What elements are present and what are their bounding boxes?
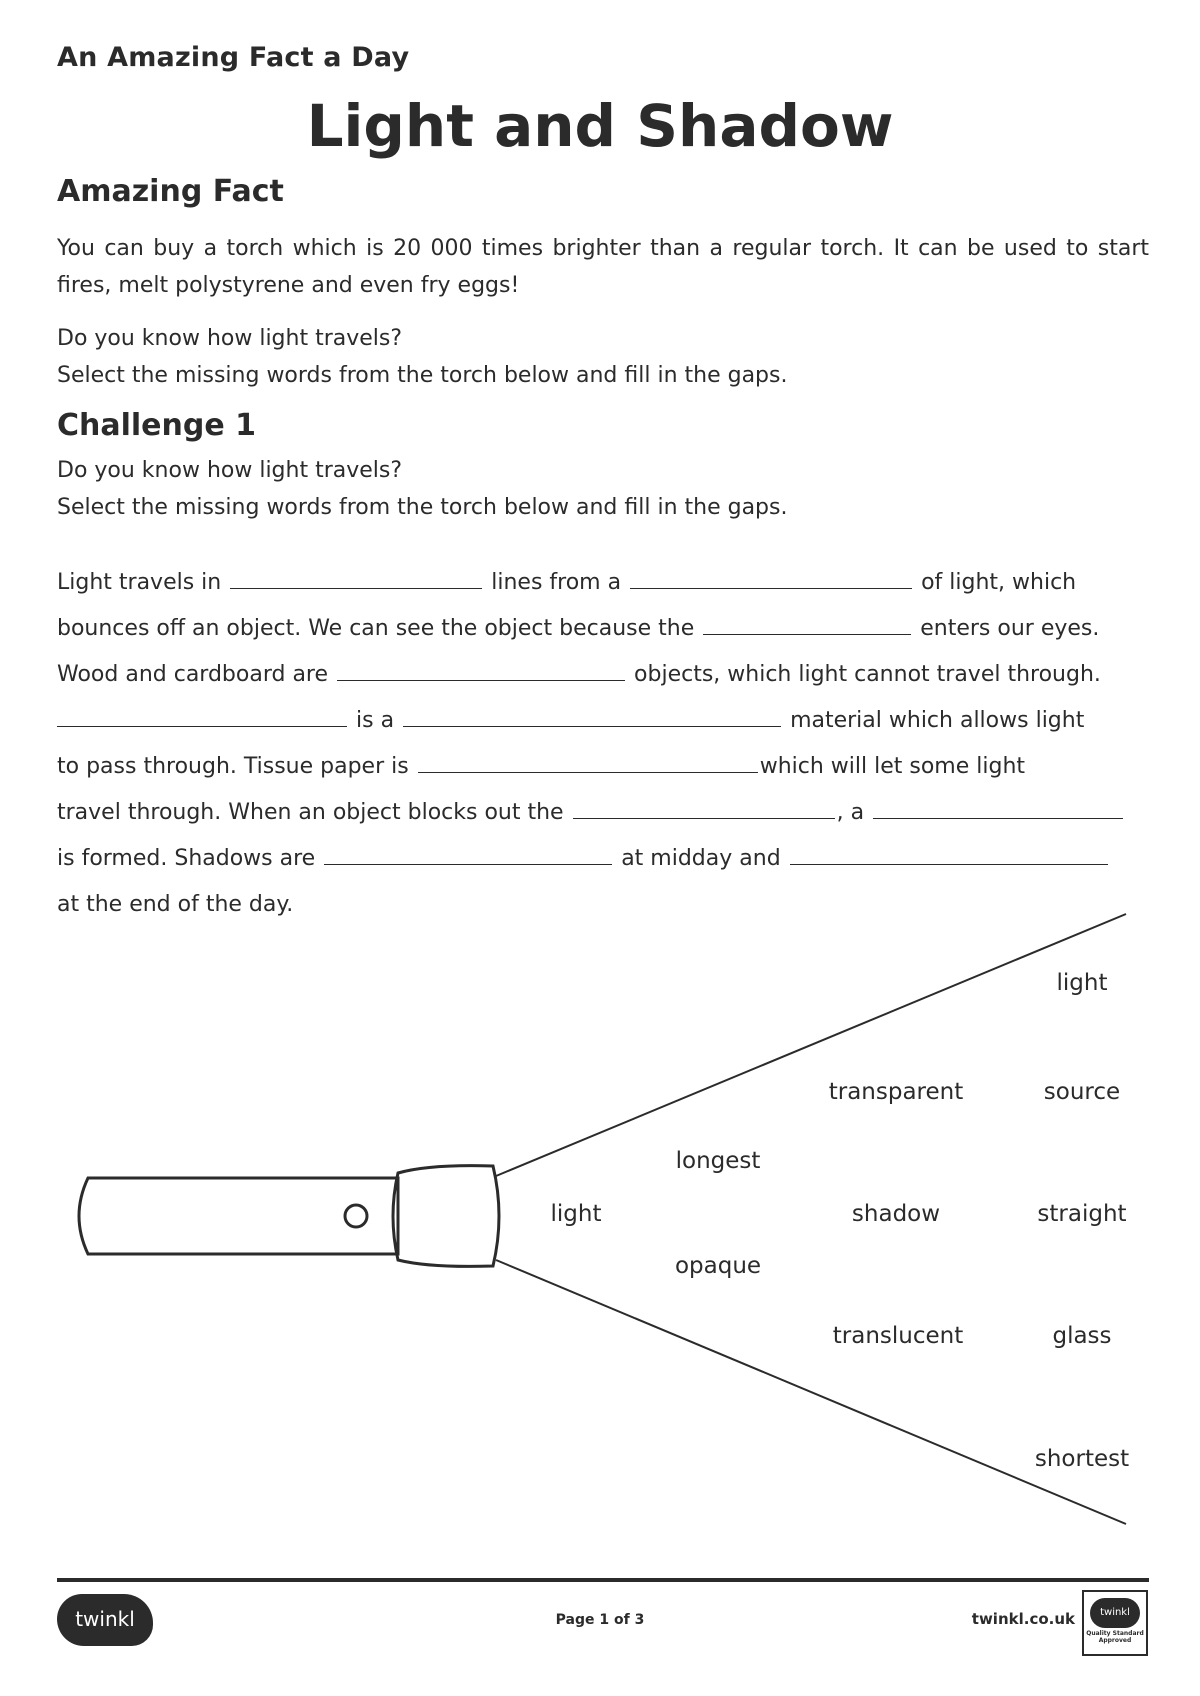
torch-button: [345, 1205, 367, 1227]
badge-logo: twinkl: [1090, 1598, 1140, 1628]
cloze-text: Light travels in: [57, 570, 222, 595]
cloze-line-2: [57, 606, 1099, 652]
word-bank-item: opaque: [674, 1253, 762, 1279]
word-bank-item: shadow: [851, 1201, 941, 1227]
cloze-text: of light, which: [921, 570, 1077, 595]
cloze-text: lines from a: [491, 570, 622, 595]
word-bank-item: shortest: [1034, 1446, 1130, 1472]
blank-gap[interactable]: [337, 654, 625, 681]
cloze-text: enters our eyes.: [920, 616, 1100, 641]
blank-gap[interactable]: [324, 838, 612, 865]
twinkl-logo: twinkl: [57, 1594, 153, 1646]
badge-line-1: Quality Standard: [1086, 1630, 1144, 1637]
word-bank-item: transparent: [828, 1079, 964, 1105]
torch-head: [393, 1166, 499, 1267]
torch-icon: [79, 914, 1126, 1524]
amazing-fact-heading: Amazing Fact: [57, 174, 284, 209]
amazing-fact-text: You can buy a torch which is 20 000 times brighter than a regular torch. It can be used to start fires, melt polystyrene and even fry eggs!: [57, 236, 1149, 298]
challenge-instruction-1: Do you know how light travels?: [57, 458, 403, 483]
light-beam-upper: [496, 914, 1126, 1176]
word-bank-item: straight: [1037, 1201, 1127, 1227]
cloze-line-3: [57, 652, 1101, 698]
cloze-line-7: [57, 836, 1110, 882]
cloze-text: Wood and cardboard are: [57, 662, 329, 687]
cloze-text: which will let some light: [759, 754, 1026, 779]
blank-gap[interactable]: [230, 562, 482, 589]
cloze-text: to pass through. Tissue paper is: [57, 754, 409, 779]
cloze-line-1: [57, 560, 1076, 606]
cloze-text: travel through. When an object blocks out the: [57, 800, 564, 825]
torch-handle: [79, 1178, 398, 1254]
fact-question-2: Select the missing words from the torch below and fill in the gaps.: [57, 363, 788, 388]
blank-gap[interactable]: [573, 792, 835, 819]
blank-gap[interactable]: [703, 608, 911, 635]
blank-gap[interactable]: [873, 792, 1123, 819]
cloze-text: material which allows light: [790, 708, 1085, 733]
page-number: Page 1 of 3: [555, 1612, 645, 1628]
cloze-text: is a: [356, 708, 395, 733]
blank-gap[interactable]: [57, 700, 347, 727]
footer-divider: [57, 1578, 1149, 1582]
quality-badge: [1082, 1590, 1148, 1656]
blank-gap[interactable]: [790, 838, 1108, 865]
challenge-instruction-2: Select the missing words from the torch below and fill in the gaps.: [57, 495, 788, 520]
cloze-text: at the end of the day.: [57, 892, 294, 917]
badge-line-2: Approved: [1098, 1637, 1132, 1644]
word-bank-item: light: [550, 1201, 602, 1227]
fact-question-1: Do you know how light travels?: [57, 326, 403, 351]
word-bank-item: glass: [1052, 1323, 1112, 1349]
word-bank-item: light: [1056, 970, 1108, 996]
page-title: Light and Shadow: [306, 92, 894, 160]
cloze-text: bounces off an object. We can see the object because the: [57, 616, 695, 641]
cloze-line-6: [57, 790, 1125, 836]
blank-gap[interactable]: [403, 700, 781, 727]
badge-text: [1086, 1630, 1144, 1644]
site-link[interactable]: twinkl.co.uk: [971, 1610, 1075, 1628]
cloze-line-4: [57, 698, 1084, 744]
cloze-line-5: [57, 744, 1025, 790]
challenge-heading: Challenge 1: [57, 408, 257, 443]
series-title: An Amazing Fact a Day: [57, 42, 410, 73]
word-bank-item: translucent: [832, 1323, 964, 1349]
word-bank-item: longest: [675, 1148, 761, 1174]
blank-gap[interactable]: [418, 746, 758, 773]
word-bank-item: source: [1043, 1079, 1121, 1105]
cloze-text: , a: [836, 800, 865, 825]
cloze-text: at midday and: [621, 846, 781, 871]
cloze-text: is formed. Shadows are: [57, 846, 316, 871]
blank-gap[interactable]: [630, 562, 912, 589]
cloze-text: objects, which light cannot travel through.: [634, 662, 1101, 687]
light-beam-lower: [496, 1260, 1126, 1524]
